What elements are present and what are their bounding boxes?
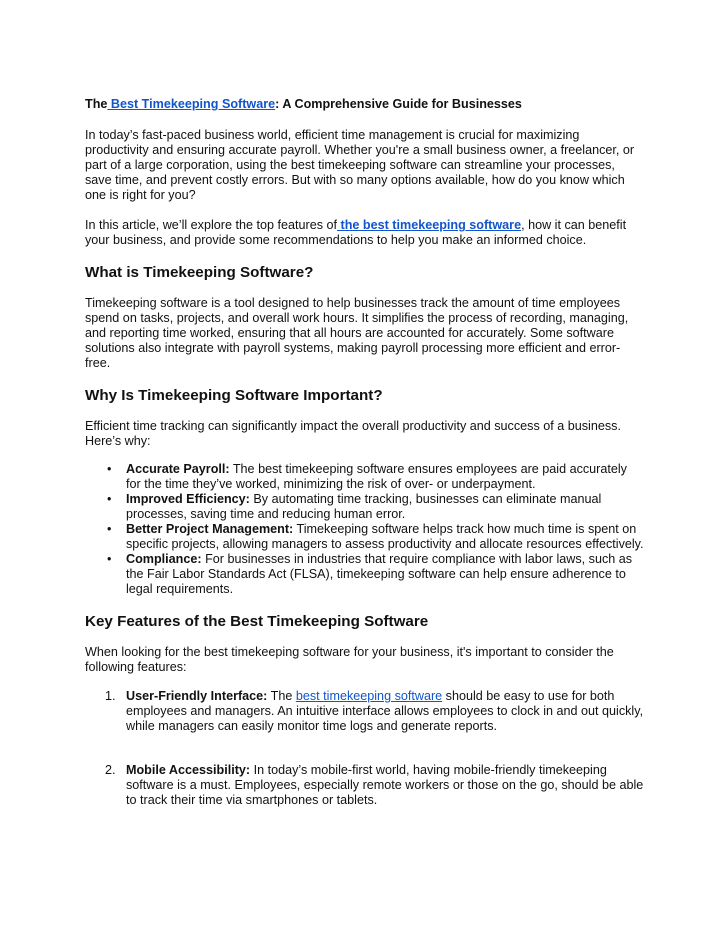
intro-paragraph: In today’s fast-paced business world, efficient time management is crucial for maximizing productivity and ensuring accurate payroll. Whether you're a small business owner, a freelancer, or part of a large corporation, using the best timekeeping software can streamline your processes, save time, and prevent costly errors. But with so many options available, how do you know which one is right for you?: [85, 128, 635, 202]
features-list: [85, 689, 645, 808]
section-key-features-body: When looking for the best timekeeping software for your business, it's important to consider the following features:: [85, 645, 614, 674]
document-title: [85, 97, 645, 112]
list-item-text: For businesses in industries that require compliance with labor laws, such as the Fair Labor Standards Act (FLSA), timekeeping software can help ensure adherence to legal requirements.: [126, 552, 633, 596]
bullet-icon: •: [107, 522, 112, 536]
article-intro-paragraph: [85, 218, 645, 248]
bullet-icon: •: [107, 552, 112, 566]
article-intro-before: In this article, we’ll explore the top features of: [85, 218, 338, 232]
section-why-important-body: Efficient time tracking can significantly impact the overall productivity and success of a business. Here’s why:: [85, 419, 621, 448]
list-number: 1.: [105, 689, 116, 703]
list-item-label: Mobile Accessibility:: [126, 763, 251, 777]
list-item: [107, 492, 645, 522]
list-item: [107, 522, 645, 552]
list-item-text-before: The: [267, 689, 296, 703]
feature-link[interactable]: best timekeeping software: [295, 689, 443, 703]
article-intro-link[interactable]: the best timekeeping software: [337, 218, 522, 232]
list-item-text: In today’s mobile-first world, having mobile-friendly timekeeping software is a must. Employees, especially remote workers or those on the go, should be able to track their time via smartphones or tablets.: [126, 763, 644, 807]
list-item-text: Timekeeping software helps track how much time is spent on specific projects, allowing managers to assess productivity and allocate resources effectively.: [126, 522, 644, 551]
list-item: [107, 462, 645, 492]
list-item: [107, 552, 645, 597]
section-what-is-body: Timekeeping software is a tool designed to help businesses track the amount of time employees spend on tasks, projects, and overall work hours. It simplifies the process of recording, managing, and reporting time worked, ensuring that all hours are accounted for accurately. Some software solutions also integrate with payroll systems, making payroll processing more efficient and error-free.: [85, 296, 629, 370]
bullet-icon: •: [107, 462, 112, 476]
list-number: 2.: [105, 763, 116, 777]
title-suffix: : A Comprehensive Guide for Businesses: [275, 97, 522, 111]
list-item: [105, 689, 645, 734]
list-item-text: By automating time tracking, businesses can eliminate manual processes, saving time and reducing human error.: [126, 492, 602, 521]
article-intro-after: , how it can benefit your business, and provide some recommendations to help you make an informed choice.: [85, 218, 627, 247]
list-item-label: Improved Efficiency:: [126, 492, 250, 506]
section-heading-why-important: Why Is Timekeeping Software Important?: [85, 387, 383, 404]
section-heading-what-is: What is Timekeeping Software?: [85, 264, 314, 281]
bullet-icon: •: [107, 492, 112, 506]
list-item-label: Accurate Payroll:: [126, 462, 230, 476]
list-item-label: Compliance:: [126, 552, 202, 566]
section-heading-key-features: Key Features of the Best Timekeeping Software: [85, 613, 429, 630]
document-page: [85, 97, 645, 808]
list-item-label: Better Project Management:: [126, 522, 294, 536]
title-prefix: The: [85, 97, 108, 111]
list-item-text: The best timekeeping software ensures employees are paid accurately for the time they’ve worked, minimizing the risk of over- or underpayment.: [126, 462, 627, 491]
title-link[interactable]: Best Timekeeping Software: [107, 97, 276, 111]
list-item-label: User-Friendly Interface:: [126, 689, 268, 703]
benefits-list: [85, 462, 645, 597]
list-item: [105, 763, 645, 808]
list-item-text-after: should be easy to use for both employees and managers. An intuitive interface allows employees to clock in and out quickly, while managers can easily monitor time logs and generate reports.: [126, 689, 644, 733]
